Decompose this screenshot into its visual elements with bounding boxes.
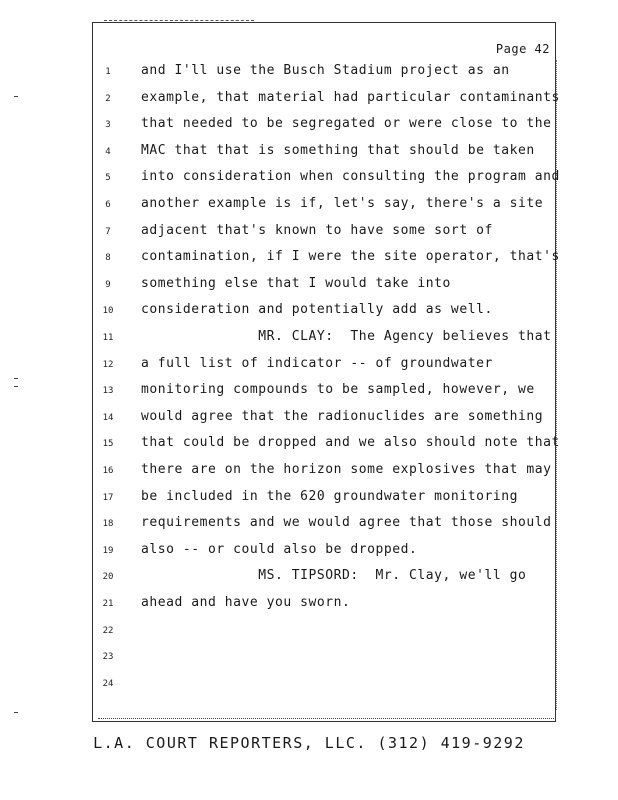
line-text: another example is if, let's say, there's a site (141, 196, 544, 211)
transcript-line (0, 116, 618, 136)
transcript-line (0, 595, 618, 615)
line-text: contamination, if I were the site operator, that's (141, 249, 560, 265)
line-number: 16 (102, 466, 114, 476)
line-text: example, that material had particular contaminants (141, 89, 560, 105)
line-text: into consideration when consulting the program and (141, 169, 560, 185)
line-number: 7 (105, 226, 111, 237)
line-text: also -- or could also be dropped. (141, 541, 418, 557)
line-number: 1 (105, 67, 111, 77)
line-number: 24 (102, 678, 114, 689)
transcript-line (0, 409, 618, 429)
line-number: 11 (102, 333, 114, 343)
transcript-line (0, 329, 618, 349)
transcript-line (0, 542, 618, 562)
line-text: and I'll use the Busch Stadium project as an (141, 63, 510, 78)
line-text: MAC that that is something that should be taken (141, 142, 535, 158)
line-text: that needed to be segregated or were close to the (141, 116, 552, 132)
transcript-line (0, 356, 618, 376)
line-number: 15 (102, 439, 114, 450)
line-number: 21 (102, 599, 114, 609)
transcript-line (0, 568, 618, 588)
line-number: 9 (105, 279, 111, 290)
transcript-line (0, 382, 618, 402)
line-number: 17 (102, 492, 114, 503)
transcript-line (0, 462, 618, 482)
line-number: 19 (102, 545, 114, 556)
transcript-line (0, 249, 618, 269)
line-text: ahead and have you sworn. (141, 595, 351, 610)
transcript-line (0, 489, 618, 509)
line-text: a full list of indicator -- of groundwater (141, 355, 493, 371)
line-number: 5 (105, 173, 111, 184)
line-number: 14 (102, 412, 114, 423)
line-number: 12 (102, 359, 114, 370)
line-number: 4 (105, 146, 111, 157)
line-text: MS. TIPSORD: Mr. Clay, we'll go (141, 568, 527, 584)
line-number: 3 (105, 120, 111, 131)
line-number: 23 (102, 652, 114, 663)
line-text: requirements and we would agree that those should (141, 515, 552, 531)
transcript-line (0, 648, 618, 668)
line-number: 6 (105, 200, 111, 210)
line-text: there are on the horizon some explosives that may (141, 462, 552, 477)
margin-mark (14, 378, 18, 379)
transcript-line (0, 90, 618, 110)
line-number: 13 (102, 386, 114, 397)
line-text: would agree that the radionuclides are something (141, 408, 544, 424)
line-text: be included in the 620 groundwater monitoring (141, 488, 518, 504)
line-number: 10 (102, 306, 114, 317)
line-text: monitoring compounds to be sampled, however, we (141, 382, 535, 398)
line-number: 22 (102, 625, 114, 636)
line-number: 8 (105, 253, 111, 264)
transcript-line (0, 169, 618, 189)
margin-mark (14, 712, 18, 713)
transcript-line (0, 622, 618, 642)
line-text: something else that I would take into (141, 275, 451, 291)
transcript-line (0, 143, 618, 163)
transcript-line (0, 276, 618, 296)
page-number: Page 42 (495, 42, 550, 56)
line-number: 20 (102, 572, 114, 583)
line-text: that could be dropped and we also should note that (141, 435, 560, 451)
line-text: MR. CLAY: The Agency believes that (141, 329, 552, 344)
transcript-line (0, 675, 618, 695)
line-text: consideration and potentially add as well. (141, 302, 493, 318)
transcript-line (0, 196, 618, 216)
transcript-line (0, 435, 618, 455)
line-text: adjacent that's known to have some sort of (141, 222, 493, 238)
transcript-line (0, 515, 618, 535)
line-number: 2 (105, 93, 111, 104)
footer-reporter: L.A. COURT REPORTERS, LLC. (312) 419-9292 (93, 734, 525, 752)
line-number: 18 (102, 519, 114, 530)
transcript-line (0, 223, 618, 243)
transcript-line (0, 63, 618, 83)
frame-bottom-edge (98, 718, 554, 721)
transcript-line (0, 302, 618, 322)
